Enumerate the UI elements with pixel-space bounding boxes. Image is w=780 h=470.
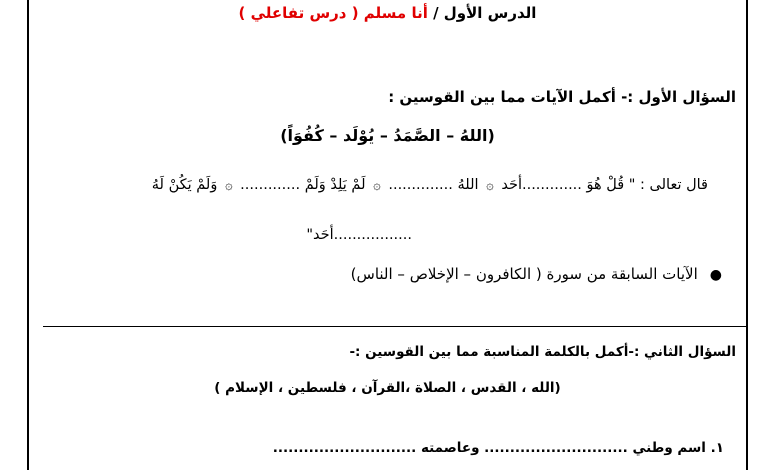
bullet-text: الآيات السابقة من سورة ( الكافرون – الإخلاص – الناس): [350, 265, 698, 283]
question1-word-bank: (اللهُ – الصَّمَدُ – يُوْلَد – كُفُوَاً): [280, 126, 495, 145]
verse-separator-icon: ۞: [486, 178, 494, 193]
verse-part-4: وَلَمْ يَكُنْ لَهُ: [151, 177, 218, 193]
verse-part-2: اللهُ ..............: [388, 177, 479, 193]
lesson-title-highlight: أنا مسلم ( درس تفاعلي ): [238, 4, 428, 22]
question2-heading: السؤال الثاني :-أكمل بالكلمة المناسبة مما بين القوسين :-: [349, 344, 736, 360]
verse-line-2: .................أحَد": [306, 227, 412, 243]
verse-part-3: لَمْ يَلِدْ وَلَمْ .............: [240, 177, 366, 193]
question2-item-1: ١. اسم وطني ............................ وعاصمته ............................: [272, 440, 724, 456]
section-divider: [43, 326, 746, 327]
verse-separator-icon: ۞: [373, 178, 381, 193]
verse-line-1: [152, 177, 708, 193]
verse-separator-icon: ۞: [224, 178, 233, 193]
lesson-title: [29, 4, 746, 22]
bullet-icon: ●: [709, 267, 722, 283]
verse-part-1: قال تعالى : " قُلْ هُوَ .............أحَد: [501, 177, 708, 193]
question2-word-bank: (الله ، القدس ، الصلاة ،القرآن ، فلسطين ، الإسلام ): [214, 380, 561, 396]
lesson-title-prefix: الدرس الأول /: [427, 4, 537, 22]
worksheet-page: [27, 0, 748, 470]
bullet-item: [351, 265, 722, 283]
question1-heading: السؤال الأول :- أكمل الآيات مما بين القوسين :: [388, 88, 736, 106]
